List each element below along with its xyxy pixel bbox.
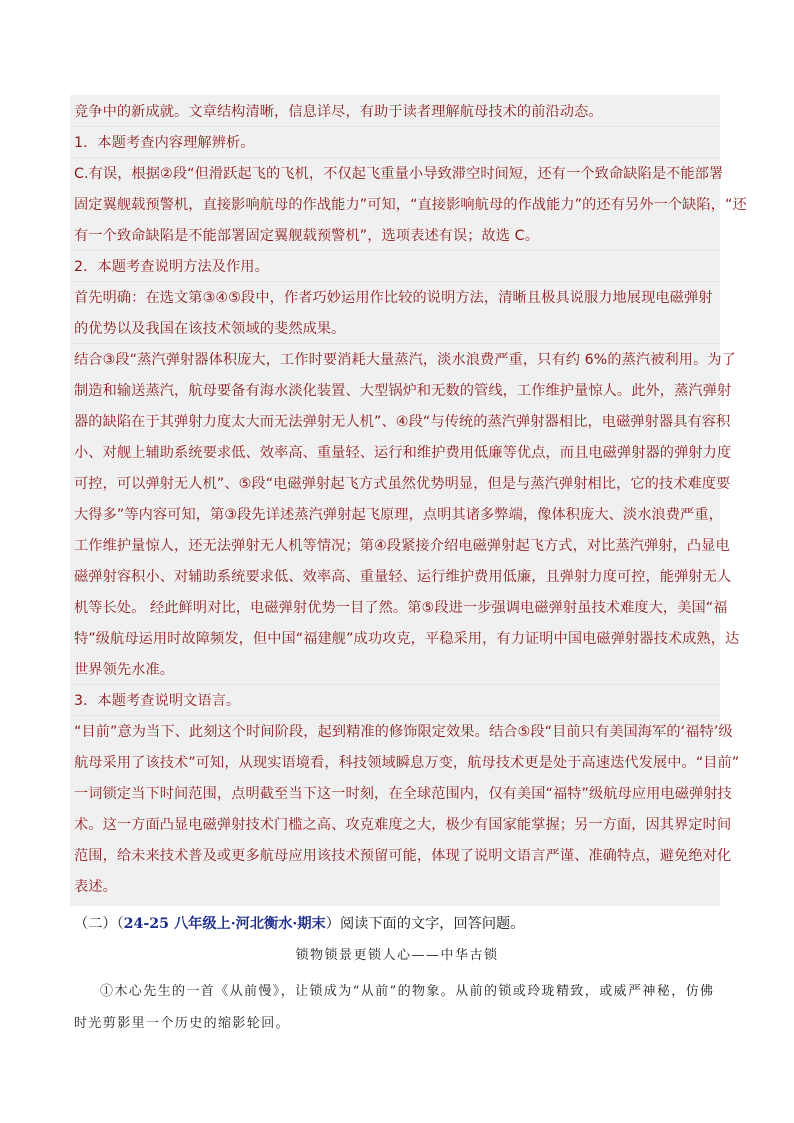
article-paragraph-line: 时光剪影里一个历史的缩影轮回。 bbox=[74, 1016, 291, 1031]
answer-line: C.有误，根据②段“但滑跃起飞的飞机，不仅起飞重量小导致滞空时间短，还有一个致命缺陷是不能部署 bbox=[74, 166, 724, 182]
answer-line: 的优势以及我国在该技术领域的斐然成果。 bbox=[74, 321, 346, 337]
answer-line: 范围，给未来技术普及或更多航母应用该技术预留可能，体现了说明文语言严谨、准确特点，避免绝对化 bbox=[74, 848, 732, 864]
answer-line: 结合③段“蒸汽弹射器体积庞大，工作时要消耗大量蒸汽，淡水浪费严重，只有约 6%的蒸汽被利用。为了 bbox=[74, 352, 736, 368]
section-number: （二） bbox=[74, 916, 117, 932]
answer-line: 可控，可以弹射无人机”、⑤段“电磁弹射起飞方式虽然优势明显，但是与蒸汽弹射相比，它的技术难度要 bbox=[74, 476, 731, 492]
line-divider bbox=[70, 343, 720, 344]
source-open-paren: （ bbox=[116, 916, 124, 932]
answer-line: 工作维护量惊人，还无法弹射无人机等情况；第④段紧接介绍电磁弹射起飞方式，对比蒸汽弹射，凸显电 bbox=[74, 538, 730, 554]
article-title: 锁物锁景更锁人心——中华古锁 bbox=[295, 948, 499, 963]
line-divider bbox=[70, 715, 720, 716]
answer-line: 磁弹射容积小、对辅助系统要求低、效率高、重量轻、运行维护费用低廉，且弹射力度可控，能弹射无人 bbox=[74, 569, 732, 585]
line-divider bbox=[70, 281, 720, 282]
answer-explanation-box bbox=[70, 95, 747, 906]
answer-line: 固定翼舰载预警机，直接影响航母的作战能力”可知，“直接影响航母的作战能力”的还有另外一个缺陷，“还 bbox=[74, 197, 747, 213]
article-paragraph-line: ①木心先生的一首《从前慢》，让锁成为“从前”的物象。从前的锁或玲珑精致，或威严神秘，仿佛 bbox=[100, 984, 715, 999]
answer-line: 航母采用了该技术”可知，从现实语境看，科技领域瞬息万变，航母技术更是处于高速迭代发展中。“目前” bbox=[74, 755, 740, 771]
source-label: 24-25 八年级上·河北衡水·期末 bbox=[123, 916, 326, 932]
answer-line: 机等长处。 经此鲜明对比，电磁弹射优势一目了然。第⑤段进一步强调电磁弹射虽技术难度大，美国“福 bbox=[74, 600, 728, 616]
question-3-heading: 3．本题考查说明文语言。 bbox=[74, 693, 241, 709]
line-divider bbox=[70, 126, 720, 127]
source-close-paren: ） bbox=[325, 916, 340, 932]
answer-line: 表述。 bbox=[74, 879, 117, 895]
line-divider bbox=[70, 250, 720, 251]
answer-line: 器的缺陷在于其弹射力度太大而无法弹射无人机”、④段“与传统的蒸汽弹射器相比，电磁弹射器具有容积 bbox=[74, 414, 731, 430]
answer-line: 有一个致命缺陷是不能部署固定翼舰载预警机”，选项表述有误；故选 C。 bbox=[74, 228, 539, 244]
answer-line: 一词锁定当下时间范围，点明截至当下这一时刻，在全球范围内，仅有美国“福特”级航母应用电磁弹射技 bbox=[74, 786, 732, 802]
line-divider bbox=[70, 157, 720, 158]
answer-line: 首先明确：在选文第③④⑤段中，作者巧妙运用作比较的说明方法，清晰且极具说服力地展现电磁弹射 bbox=[74, 290, 713, 306]
section-instruction: 阅读下面的文字，回答问题。 bbox=[339, 916, 525, 932]
answer-line: 特”级航母运用时故障频发，但中国“福建舰”成功攻克，平稳采用，有力证明中国电磁弹射器技术成熟，达 bbox=[74, 631, 740, 647]
answer-line: 小、对舰上辅助系统要求低、效率高、重量轻、运行和维护费用低廉等优点，而且电磁弹射器的弹射力度 bbox=[74, 445, 732, 461]
question-2-heading: 2．本题考查说明方法及作用。 bbox=[74, 259, 269, 275]
answer-line: 竞争中的新成就。文章结构清晰，信息详尽，有助于读者理解航母技术的前沿动态。 bbox=[74, 104, 603, 120]
answer-line: “目前”意为当下、此刻这个时间阶段，起到精准的修饰限定效果。结合⑤段“目前只有美国海军的‘福特’级 bbox=[74, 724, 733, 740]
answer-line: 世界领先水准。 bbox=[74, 662, 175, 678]
line-divider bbox=[70, 684, 720, 685]
answer-line: 术。这一方面凸显电磁弹射技术门槛之高、攻克难度之大，极少有国家能掌握；另一方面，因其界定时间 bbox=[74, 817, 732, 833]
question-1-heading: 1．本题考查内容理解辨析。 bbox=[74, 135, 255, 151]
answer-line: 制造和输送蒸汽，航母要备有海水淡化装置、大型锅炉和无数的管线，工作维护量惊人。此外，蒸汽弹射 bbox=[74, 383, 732, 399]
answer-line: 大得多”等内容可知，第③段先详述蒸汽弹射起飞原理，点明其诸多弊端，像体积庞大、淡水浪费严重， bbox=[74, 507, 723, 523]
section-heading bbox=[74, 912, 524, 936]
